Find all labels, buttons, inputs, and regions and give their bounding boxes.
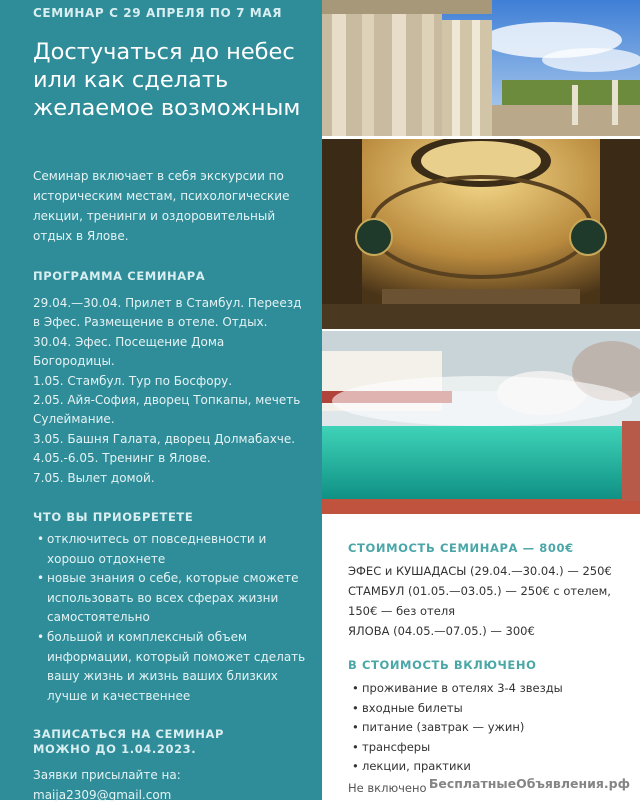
included-item: • питание (завтрак — ужин) bbox=[352, 718, 634, 738]
cost-heading-label: СТОИМОСТЬ СЕМИНАРА bbox=[348, 541, 518, 555]
intro-text: Семинар включает в себя экскурсии по историческим местам, психологические лекции, тренинги и оздоровительный отдых в Ялове. bbox=[33, 169, 290, 243]
included-item: • входные билеты bbox=[352, 699, 634, 719]
cost-heading-dash: — bbox=[517, 541, 540, 555]
program-item: 4.05.-6.05. Тренинг в Ялове. bbox=[33, 451, 211, 466]
program-item: 7.05. Вылет домой. bbox=[33, 470, 155, 485]
program-item: 29.04.—30.04. Прилет в Стамбул. Переезд в Эфес. Размещение в отеле. Отдых. bbox=[33, 296, 302, 330]
included-item: • трансферы bbox=[352, 738, 634, 758]
benefits-heading: ЧТО ВЫ ПРИОБРЕТЕТЕ bbox=[33, 510, 194, 524]
included-item: • проживание в отелях 3-4 звезды bbox=[352, 679, 634, 699]
apply-text: Заявки присылайте на: bbox=[33, 768, 181, 782]
program-item: 3.05. Башня Галата, дворец Долмабахче. bbox=[33, 431, 296, 446]
included-heading: В СТОИМОСТЬ ВКЛЮЧЕНО bbox=[348, 658, 537, 672]
ephesus-ruins-photo bbox=[322, 0, 640, 136]
program-item: 1.05. Стамбул. Тур по Босфору. bbox=[33, 373, 233, 388]
cost-amount: 800€ bbox=[539, 541, 574, 555]
program-item: 30.04. Эфес. Посещение Дома Богородицы. bbox=[33, 334, 225, 369]
not-included-label: Не включено bbox=[348, 781, 427, 795]
cost-line: ЯЛОВА (04.05.—07.05.) — 300€ bbox=[348, 624, 535, 638]
seminar-dates: СЕМИНАР С 29 АПРЕЛЯ ПО 7 МАЯ bbox=[33, 6, 283, 20]
hagia-sophia-photo bbox=[322, 139, 640, 329]
program-item: 2.05. Айя-София, дворец Топкапы, мечеть Сулеймание. bbox=[33, 393, 301, 427]
benefit-item: • новые знания о себе, которые сможете использовать во всех сферах жизни самостоятельно bbox=[37, 569, 307, 628]
benefit-item: • большой и комплексный объем информации, который поможет сделать вашу жизнь и жизнь ваших близких лучше и качественнее bbox=[37, 628, 307, 706]
cost-breakdown bbox=[348, 561, 634, 641]
watermark-text: БесплатныеОбъявления.рф bbox=[428, 776, 630, 791]
right-panel bbox=[322, 0, 640, 800]
included-item: • лекции, практики bbox=[352, 757, 634, 777]
registration-heading bbox=[33, 727, 303, 757]
cost-line: ЭФЕС и КУШАДАСЫ (29.04.—30.04.) — 250€ bbox=[348, 564, 612, 578]
cost-line: СТАМБУЛ (01.05.—03.05.) — 250€ с отелем, 150€ — без отеля bbox=[348, 584, 611, 618]
contact-email-link[interactable]: maija2309@gmail.com bbox=[33, 788, 172, 802]
apply-block bbox=[33, 765, 303, 805]
program-list bbox=[33, 294, 303, 488]
included-list bbox=[352, 679, 634, 777]
thermal-pool-photo bbox=[322, 331, 640, 514]
benefits-list bbox=[37, 530, 307, 706]
benefit-item: • отключитесь от повседневности и хорошо отдохнете bbox=[37, 530, 307, 569]
page-title: Достучаться до небес или как сделать желаемое возможным bbox=[33, 39, 301, 121]
registration-line: ЗАПИСАТЬСЯ НА СЕМИНАР bbox=[33, 727, 225, 741]
registration-deadline: МОЖНО ДО 1.04.2023. bbox=[33, 742, 197, 756]
cost-heading bbox=[348, 541, 634, 555]
program-heading: ПРОГРАММА СЕМИНАРА bbox=[33, 269, 206, 283]
